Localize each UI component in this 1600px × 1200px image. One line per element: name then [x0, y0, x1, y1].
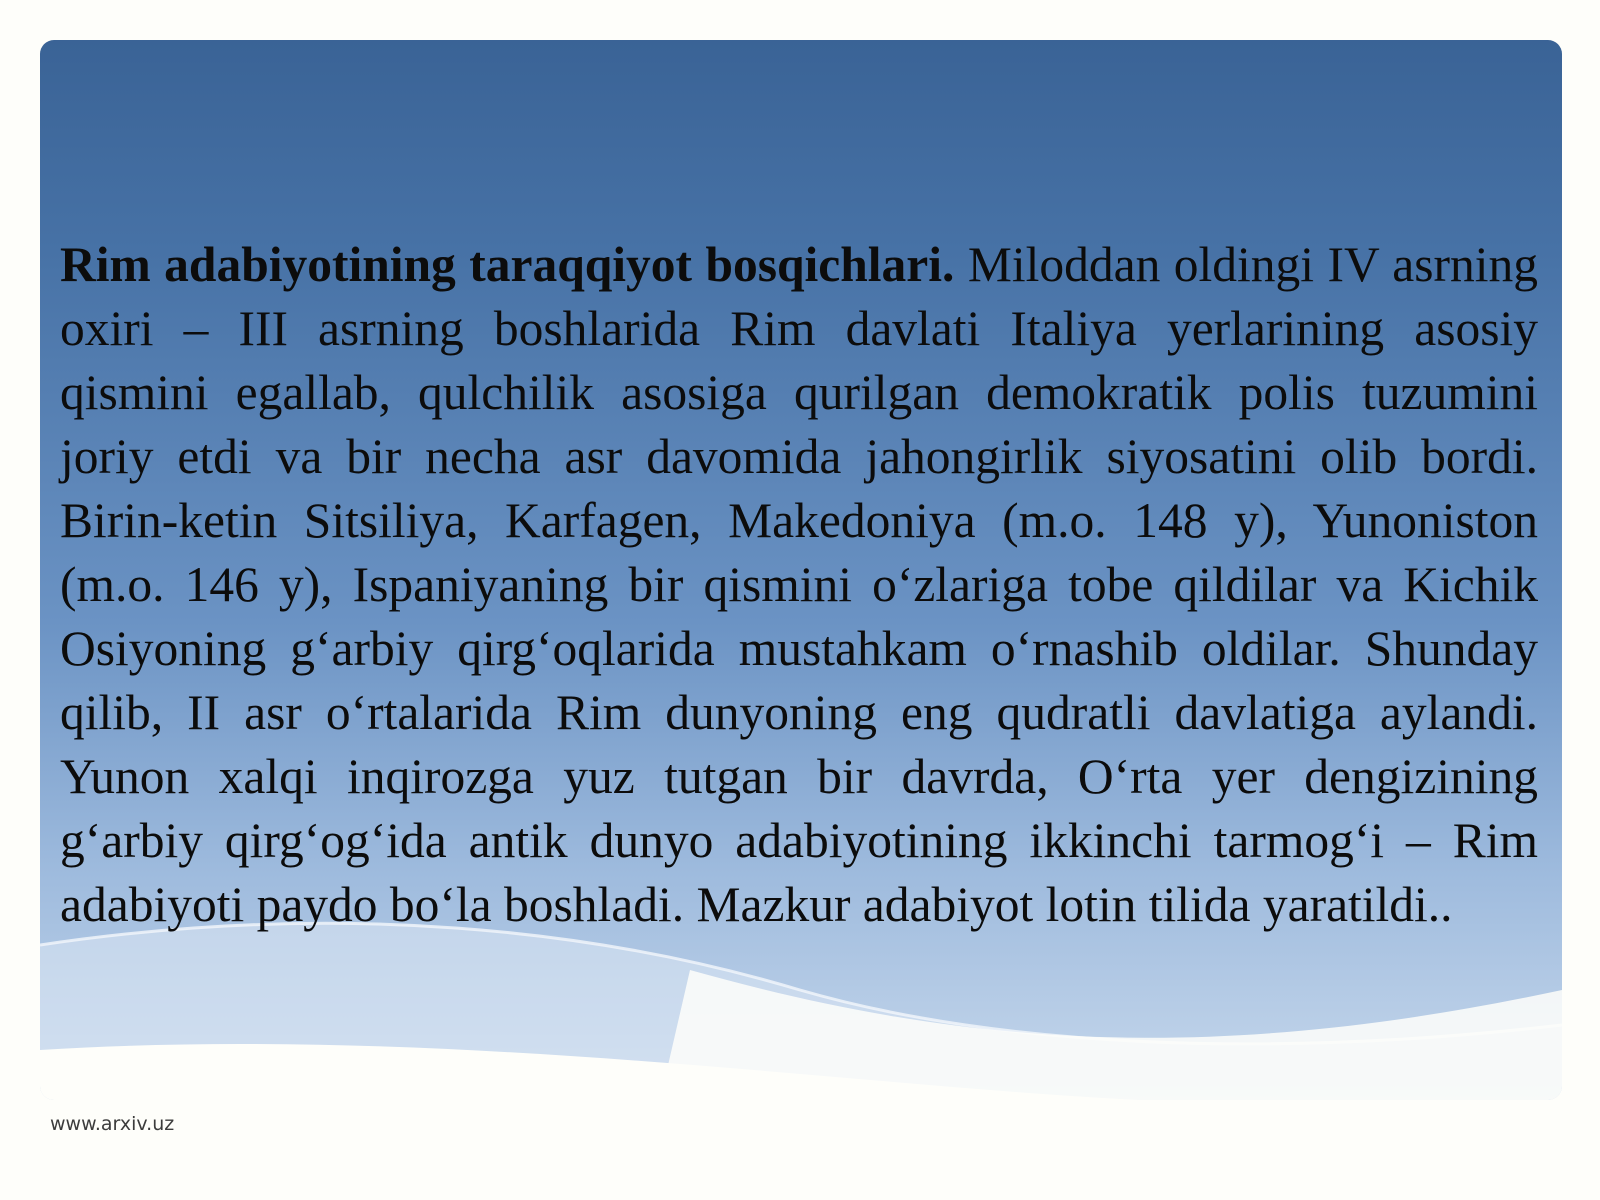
footer-url: www.arxiv.uz [50, 1113, 175, 1135]
slide-body-paragraph [60, 233, 1538, 937]
slide-body-text: Miloddan oldingi IV asrning oxiri – III asrning boshlarida Rim davlati Italiya yerlarining asosiy qismini egallab, qulchilik asosiga qurilgan demokratik polis tuzumini joriy etdi va bir necha asr davomida jahongirlik siyosatini olib bordi. Birin-ketin Sitsiliya, Karfagen, Makedoniya (m.o. 148 y), Yunoniston (m.o. 146 y), Ispaniyaning bir qismini o‘zlariga tobe qildilar va Kichik Osiyoning g‘arbiy qirg‘oqlarida mustahkam o‘rnashib oldilar. Shunday qilib, II asr o‘rtalarida Rim dunyoning eng qudratli davlatiga aylandi. Yunon xalqi inqirozga yuz tutgan bir davrda, O‘rta yer dengizining g‘arbiy qirg‘og‘ida antik dunyo adabiyotining ikkinchi tarmog‘i – Rim adabiyoti paydo bo‘la boshladi. Mazkur adabiyot lotin tilida yaratildi.. [60, 237, 1538, 932]
slide-heading: Rim adabiyotining taraqqiyot bosqichlari. [60, 237, 955, 292]
